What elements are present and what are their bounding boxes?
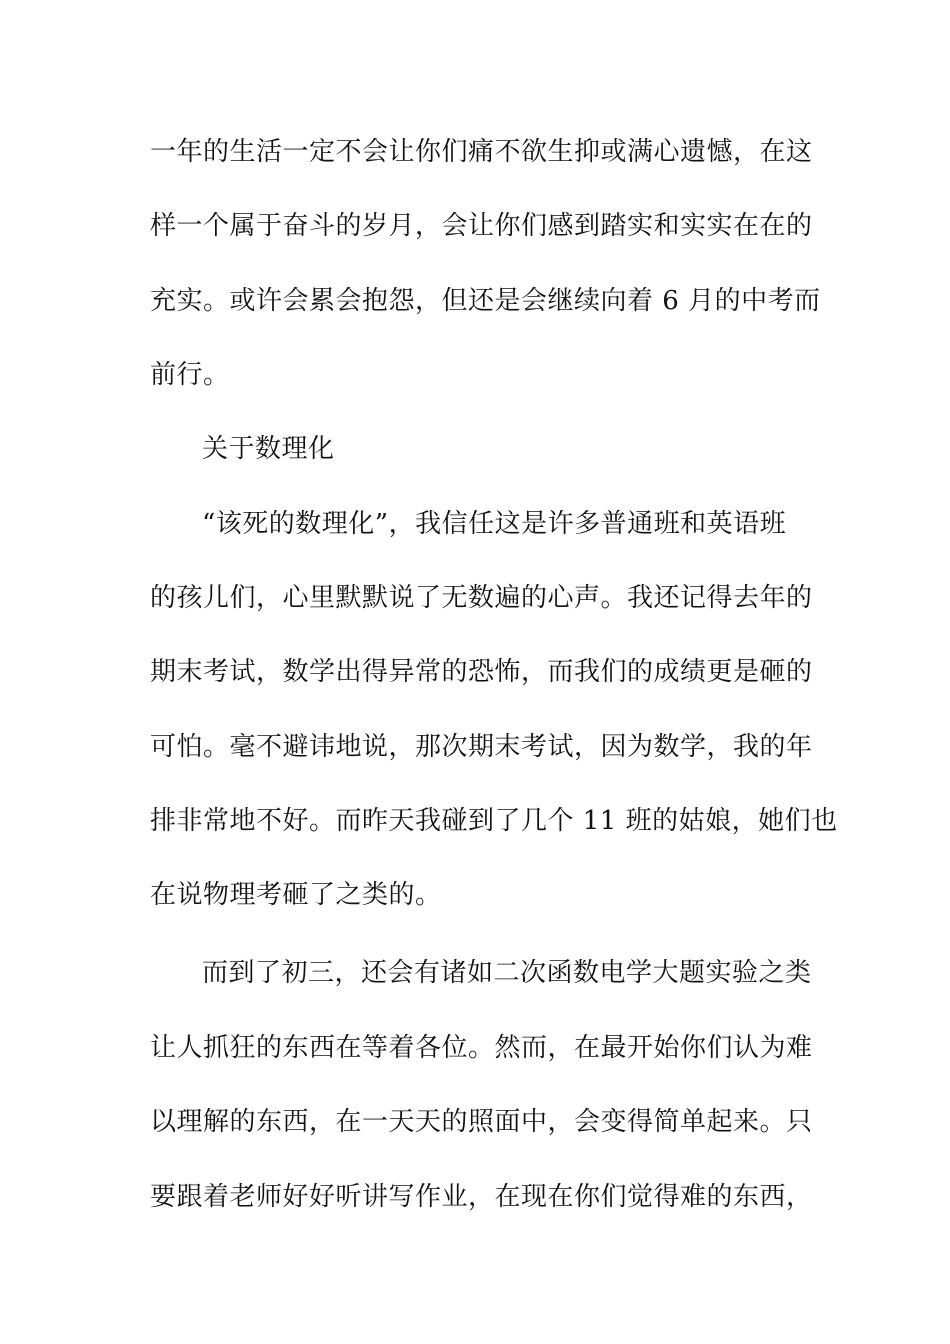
text-line: 要跟着老师好好听讲写作业，在现在你们觉得难的东西，: [150, 1182, 813, 1212]
text-line: 而到了初三，还会有诸如二次函数电学大题实验之类: [202, 958, 812, 988]
text-line: 期末考试，数学出得异常的恐怖，而我们的成绩更是砸的: [150, 657, 813, 687]
text-line: 充实。或许会累会抱怨，但还是会继续向着 6 月的中考而: [150, 286, 821, 316]
text-line: 样一个属于奋斗的岁月，会让你们感到踏实和实实在在的: [150, 211, 813, 241]
text-line: 让人抓狂的东西在等着各位。然而，在最开始你们认为难: [150, 1033, 813, 1063]
text-line: 以理解的东西，在一天天的照面中，会变得简单起来。只: [150, 1107, 813, 1137]
section-heading: 关于数理化: [202, 434, 335, 464]
text-line: 可怕。毫不避讳地说，那次期末考试，因为数学，我的年: [150, 732, 813, 762]
text-line: 的孩儿们，心里默默说了无数遍的心声。我还记得去年的: [150, 583, 813, 613]
text-line: 排非常地不好。而昨天我碰到了几个 11 班的姑娘，她们也: [150, 806, 838, 836]
text-line: 在说物理考砸了之类的。: [150, 880, 442, 910]
text-line: “该死的数理化”，我信任这是许多普通班和英语班: [202, 509, 787, 539]
text-line: 一年的生活一定不会让你们痛不欲生抑或满心遗憾，在这: [150, 137, 813, 167]
text-line: 前行。: [150, 360, 230, 390]
